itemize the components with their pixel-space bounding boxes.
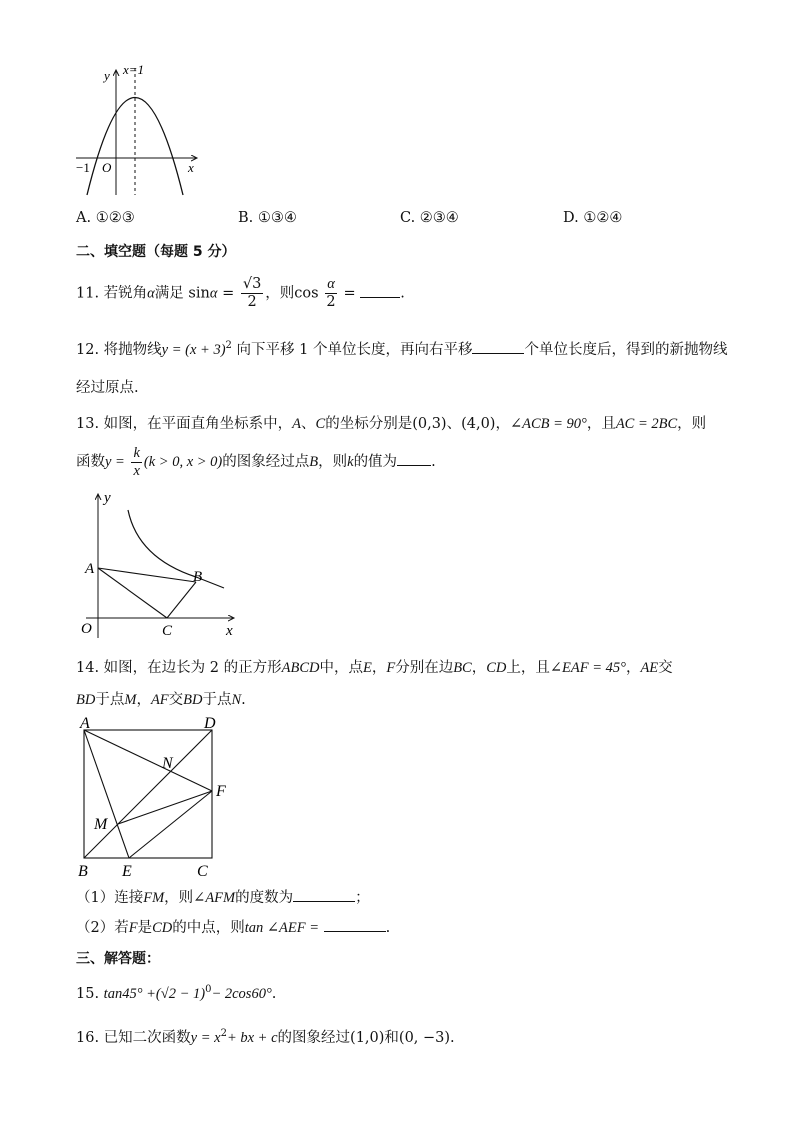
q11-frac-num: √3 [242, 276, 262, 292]
q12-answer-blank[interactable] [472, 339, 524, 354]
q14-text-1: 如图，在边长为 2 的正方形 [103, 660, 282, 676]
q14-point-e: E [362, 660, 372, 676]
q14-text-8: 交 [658, 660, 673, 676]
q13-end: . [431, 454, 436, 470]
q13-text-5: ， [495, 416, 510, 432]
q11-answer-blank[interactable] [360, 283, 400, 298]
q14-end: . [241, 692, 246, 708]
q12-text-1: 将抛物线 [103, 342, 162, 358]
q16-point-1: (1,0) [350, 1030, 385, 1046]
q14-text-6: 上，且 [506, 660, 550, 676]
q13-relation: AC = 2BC [615, 416, 678, 432]
q16-expression-2: + bx + c [226, 1030, 278, 1046]
point-c-label: C [197, 863, 208, 880]
point-m-label: M [94, 816, 108, 833]
q11-frac-den: 2 [247, 294, 257, 310]
q15-expr-3: − 2cos60° [211, 985, 272, 1002]
q11-cos: cos [294, 285, 319, 302]
question-14-part-2 [76, 916, 390, 937]
q15-end: . [271, 985, 277, 1002]
q14-1-answer-blank[interactable] [293, 887, 355, 902]
q14-text-7: ， [625, 660, 641, 676]
q11-sin: sin [188, 285, 210, 302]
q13-point-c: C [315, 416, 326, 432]
q14-2-side-cd: CD [152, 920, 173, 936]
neg-one-label: −1 [76, 160, 90, 175]
q14-number: 14. [76, 660, 100, 676]
q12-text-3: 个单位长度后，得到的新抛物线 [524, 342, 728, 358]
q14-point-m: M [124, 692, 137, 708]
question-15 [76, 984, 276, 1003]
q11-alpha-2: α [209, 285, 218, 302]
q16-text-3: 和 [384, 1030, 399, 1046]
q11-text-1: 若锐角 [103, 285, 148, 302]
option-b[interactable]: B. ①③④ [238, 210, 297, 226]
x-eq-label: x=1 [123, 62, 145, 77]
diagonal-bd [84, 730, 212, 858]
question-14 [76, 656, 673, 677]
q11-alpha: α [147, 285, 155, 302]
q14-point-n: N [231, 692, 242, 708]
q16-exponent: 2 [220, 1028, 227, 1040]
question-12 [76, 338, 727, 359]
q15-number: 15. [76, 985, 100, 1002]
q11-text-3: ，则 [265, 285, 295, 302]
q14-text-3: ， [371, 660, 387, 676]
q14-2-text-3: 的中点，则 [172, 920, 245, 936]
segment-mf [118, 791, 212, 824]
q14-2-answer-blank[interactable] [324, 917, 386, 932]
q14-text-11: 交 [168, 692, 184, 708]
q13-frac-num: k [133, 444, 140, 461]
section-3-heading: 三、解答题： [76, 951, 160, 967]
q13-point-b: B [309, 454, 319, 470]
point-n-label: N [162, 755, 173, 772]
q11-fraction-2 [325, 276, 337, 311]
q13-frac-den: x [133, 462, 140, 479]
q15-exponent: 0 [205, 984, 212, 995]
segment-af [84, 730, 212, 791]
q13-function-y: y = [105, 454, 125, 470]
q14-2-text-2: 是 [137, 920, 153, 936]
q14-1-segment-fm: FM [143, 890, 165, 906]
q16-end: . [450, 1030, 455, 1046]
q13-text-6: ，且 [586, 416, 616, 432]
q13-text-7: ，则 [677, 416, 707, 432]
q13-condition: (k > 0, x > 0) [143, 454, 223, 470]
q14-text-5: ， [471, 660, 487, 676]
point-b-label: B [78, 863, 88, 880]
square-figure-q14 [76, 712, 236, 882]
q14-segment-af: AF [150, 692, 169, 708]
q13-text-8: 函数 [76, 454, 105, 470]
q16-point-2: (0, −3) [398, 1030, 451, 1046]
q13-coord-1: (0,3) [412, 416, 447, 432]
q14-angle: ∠EAF = 45° [549, 660, 626, 676]
q13-text-4: 、 [446, 416, 462, 432]
point-b-label: B [193, 569, 203, 585]
hyperbola-curve [128, 510, 224, 588]
q14-1-text-3: 的度数为 [235, 890, 294, 906]
question-16 [76, 1026, 455, 1047]
y-label: y [104, 490, 111, 506]
q14-text-4: 分别在边 [395, 660, 454, 676]
q13-text-9: 的图象经过点 [222, 454, 310, 470]
section-2-heading: 二、填空题（每题 5 分） [76, 244, 236, 260]
q13-angle: ∠ACB = 90° [509, 416, 587, 432]
coordinate-graph-q13 [76, 488, 246, 643]
q14-text-10: ， [136, 692, 151, 708]
point-d-label: D [204, 715, 216, 732]
q12-expression: y = (x + 3) [161, 342, 226, 358]
q12-line-2: 经过原点. [76, 380, 139, 396]
point-a-label: A [85, 561, 95, 577]
segment-ab [98, 568, 196, 582]
q11-end: . [400, 285, 405, 302]
q14-segment-ae: AE [640, 660, 659, 676]
x-label: x [226, 623, 233, 639]
q12-exponent: 2 [225, 340, 232, 352]
segment-ac [98, 568, 167, 618]
q14-1-text-1: （1）连接 [76, 890, 144, 906]
q16-text-2: 的图象经过 [277, 1030, 351, 1046]
q14-point-f: F [386, 660, 396, 676]
question-14-part-1 [76, 886, 370, 907]
q14-1-text-2: ，则 [164, 890, 194, 906]
q13-text-1: 如图，在平面直角坐标系中， [103, 416, 293, 432]
q14-2-text-1: （2）若 [76, 920, 129, 936]
segment-bc [167, 582, 196, 618]
q13-fraction [131, 445, 141, 480]
q14-square: ABCD [281, 660, 320, 676]
point-c-label: C [162, 623, 173, 639]
q14-text-9: 于点 [95, 692, 125, 708]
q14-2-end: . [385, 920, 391, 936]
origin-label: O [81, 621, 92, 637]
q11-frac2-den: 2 [326, 294, 336, 310]
q13-k: k [347, 454, 354, 470]
option-d[interactable]: D. ①②④ [563, 210, 623, 226]
q14-text-12: 于点 [202, 692, 232, 708]
option-c[interactable]: C. ②③④ [400, 210, 459, 226]
q16-text-1: 已知二次函数 [103, 1030, 191, 1046]
q13-answer-blank[interactable] [397, 451, 431, 466]
q11-fraction [241, 276, 263, 311]
q15-expr-1: tan45° + [103, 985, 156, 1002]
q14-1-end: ； [355, 890, 370, 906]
q14-segment-bd-2: BD [183, 692, 203, 708]
segment-ae [84, 730, 129, 858]
q14-1-angle: ∠AFM [193, 890, 236, 906]
q16-number: 16. [76, 1030, 100, 1046]
q14-line-2 [76, 688, 246, 709]
y-label: y [104, 68, 110, 83]
q11-frac2-num: α [327, 276, 335, 292]
q14-side-cd: CD [486, 660, 507, 676]
point-f-label: F [216, 783, 226, 800]
question-13 [76, 412, 706, 433]
q14-2-point-f: F [128, 920, 138, 936]
q11-eq: = [222, 285, 235, 302]
question-11 [76, 276, 405, 311]
q13-number: 13. [76, 416, 100, 432]
q11-text-2: 满足 [154, 285, 184, 302]
q15-expr-2: (√2 − 1) [155, 985, 206, 1002]
q13-text-10: ，则 [318, 454, 348, 470]
x-label: x [188, 160, 194, 175]
point-e-label: E [122, 863, 132, 880]
q16-expression: y = x [190, 1030, 221, 1046]
q11-number: 11. [76, 285, 100, 302]
q14-side-bc: BC [453, 660, 472, 676]
q14-text-2: 中，点 [319, 660, 363, 676]
q14-segment-bd: BD [76, 692, 96, 708]
q11-eq-2: = [343, 285, 356, 302]
q13-text-3: 的坐标分别是 [325, 416, 413, 432]
q14-2-tan-expression: tan ∠AEF = [244, 920, 320, 936]
q13-text-11: 的值为 [353, 454, 398, 470]
q13-line-2 [76, 444, 436, 480]
q13-coord-2: (4,0) [461, 416, 496, 432]
point-a-label: A [80, 715, 90, 732]
q12-text-2: 向下平移 1 个单位长度，再向右平移 [236, 342, 473, 358]
q13-point-a: A [292, 416, 302, 432]
q13-text-2: 、 [301, 416, 316, 432]
option-a[interactable]: A. ①②③ [76, 210, 135, 226]
origin-label: O [102, 160, 112, 175]
parabola-graph [72, 60, 207, 200]
q12-number: 12. [76, 342, 100, 358]
